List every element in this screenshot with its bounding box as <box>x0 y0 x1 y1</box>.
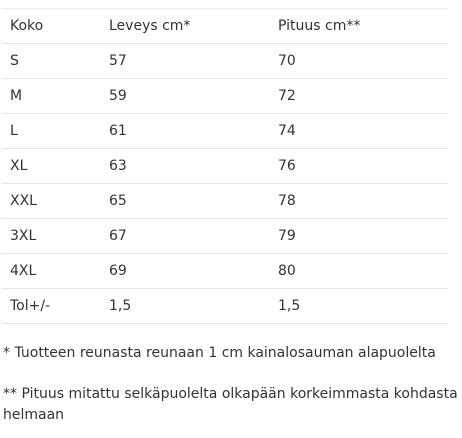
header-size: Koko <box>2 9 101 44</box>
header-width: Leveys cm* <box>101 9 270 44</box>
cell-width: 63 <box>101 149 270 184</box>
table-row <box>2 149 448 184</box>
cell-width: 59 <box>101 79 270 114</box>
cell-size: 3XL <box>2 219 101 254</box>
cell-size: L <box>2 114 101 149</box>
width-footnote: * Tuotteen reunasta reunaan 1 cm kainalosauman alapuolelta <box>3 345 436 361</box>
table-header-row <box>2 9 448 44</box>
cell-width: 65 <box>101 184 270 219</box>
table-row <box>2 219 448 254</box>
cell-width: 67 <box>101 219 270 254</box>
cell-length: 78 <box>270 184 448 219</box>
cell-size: S <box>2 44 101 79</box>
cell-size: M <box>2 79 101 114</box>
cell-length: 72 <box>270 79 448 114</box>
table-row <box>2 79 448 114</box>
cell-length: 1,5 <box>270 289 448 324</box>
size-chart-table <box>2 8 448 324</box>
cell-length: 80 <box>270 254 448 289</box>
cell-length: 76 <box>270 149 448 184</box>
cell-size: Tol+/- <box>2 289 101 324</box>
cell-width: 57 <box>101 44 270 79</box>
cell-length: 74 <box>270 114 448 149</box>
cell-length: 70 <box>270 44 448 79</box>
cell-width: 69 <box>101 254 270 289</box>
table-row <box>2 44 448 79</box>
table-row <box>2 289 448 324</box>
header-length: Pituus cm** <box>270 9 448 44</box>
cell-width: 1,5 <box>101 289 270 324</box>
table-row <box>2 114 448 149</box>
cell-width: 61 <box>101 114 270 149</box>
cell-size: XXL <box>2 184 101 219</box>
cell-size: 4XL <box>2 254 101 289</box>
cell-length: 79 <box>270 219 448 254</box>
table-row <box>2 254 448 289</box>
cell-size: XL <box>2 149 101 184</box>
table-row <box>2 184 448 219</box>
length-footnote: ** Pituus mitattu selkäpuolelta olkapään korkeimmasta kohdasta helmaan <box>3 386 458 423</box>
